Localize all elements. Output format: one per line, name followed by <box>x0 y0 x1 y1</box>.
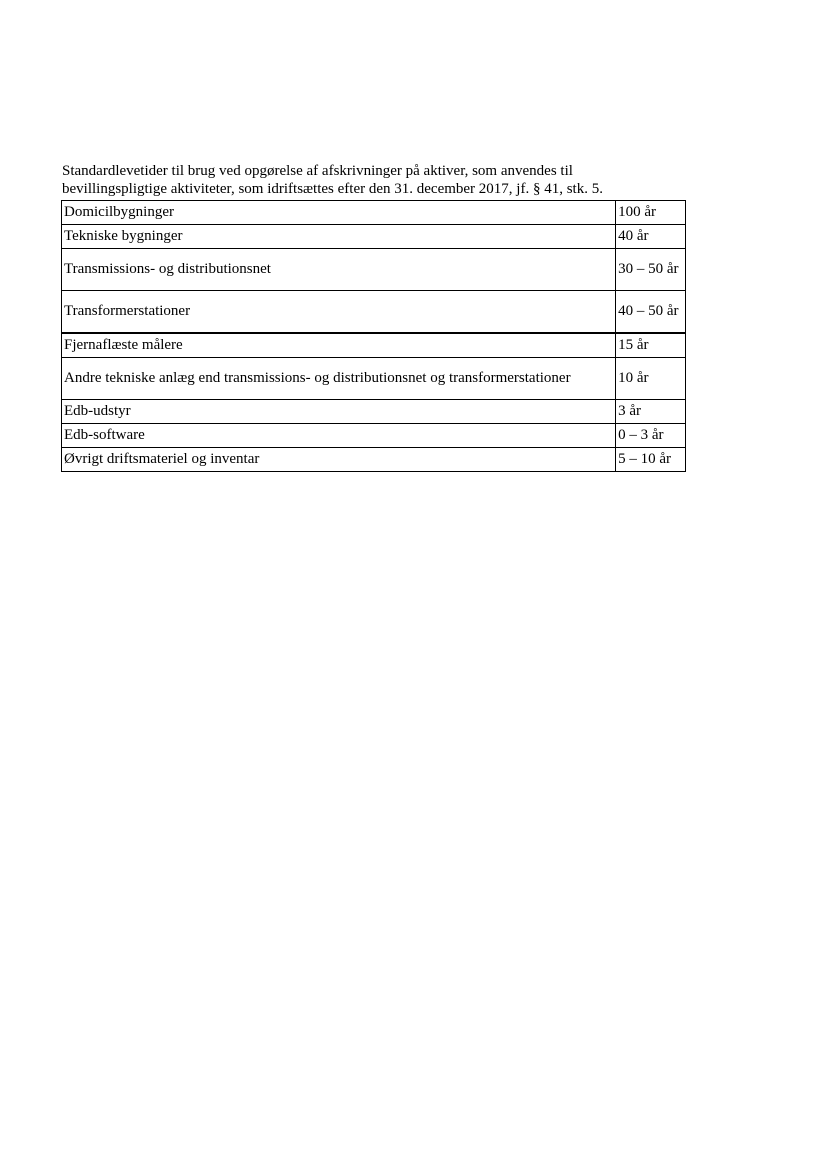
table-row <box>62 358 686 400</box>
lifetime-cell: 40 år <box>616 225 686 249</box>
table-row <box>62 333 686 358</box>
table-row <box>62 225 686 249</box>
table-row <box>62 249 686 291</box>
table-row <box>62 201 686 225</box>
table-caption <box>62 162 702 198</box>
lifetime-cell: 0 – 3 år <box>616 424 686 448</box>
asset-cell: Tekniske bygninger <box>62 225 616 249</box>
asset-cell: Edb-software <box>62 424 616 448</box>
caption-line-2: bevillingspligtige aktiviteter, som idriftsættes efter den 31. december 2017, jf. § 41, stk. 5. <box>62 181 603 197</box>
asset-cell: Fjernaflæste målere <box>62 333 616 358</box>
lifetime-cell: 40 – 50 år <box>616 291 686 334</box>
table-row <box>62 400 686 424</box>
asset-cell: Domicilbygninger <box>62 201 616 225</box>
asset-cell: Andre tekniske anlæg end transmissions- og distributionsnet og transformerstationer <box>62 358 616 400</box>
lifetime-cell: 15 år <box>616 333 686 358</box>
asset-cell: Transformerstationer <box>62 291 616 334</box>
table-row <box>62 448 686 472</box>
asset-cell: Øvrigt driftsmateriel og inventar <box>62 448 616 472</box>
lifetime-cell: 10 år <box>616 358 686 400</box>
caption-line-1: Standardlevetider til brug ved opgørelse af afskrivninger på aktiver, som anvendes til <box>62 163 573 179</box>
lifetime-cell: 3 år <box>616 400 686 424</box>
lifetime-cell: 100 år <box>616 201 686 225</box>
asset-cell: Edb-udstyr <box>62 400 616 424</box>
table-row <box>62 424 686 448</box>
asset-cell: Transmissions- og distributionsnet <box>62 249 616 291</box>
lifetime-cell: 5 – 10 år <box>616 448 686 472</box>
lifetime-cell: 30 – 50 år <box>616 249 686 291</box>
table-row <box>62 291 686 334</box>
standard-lifetimes-table <box>61 200 686 472</box>
